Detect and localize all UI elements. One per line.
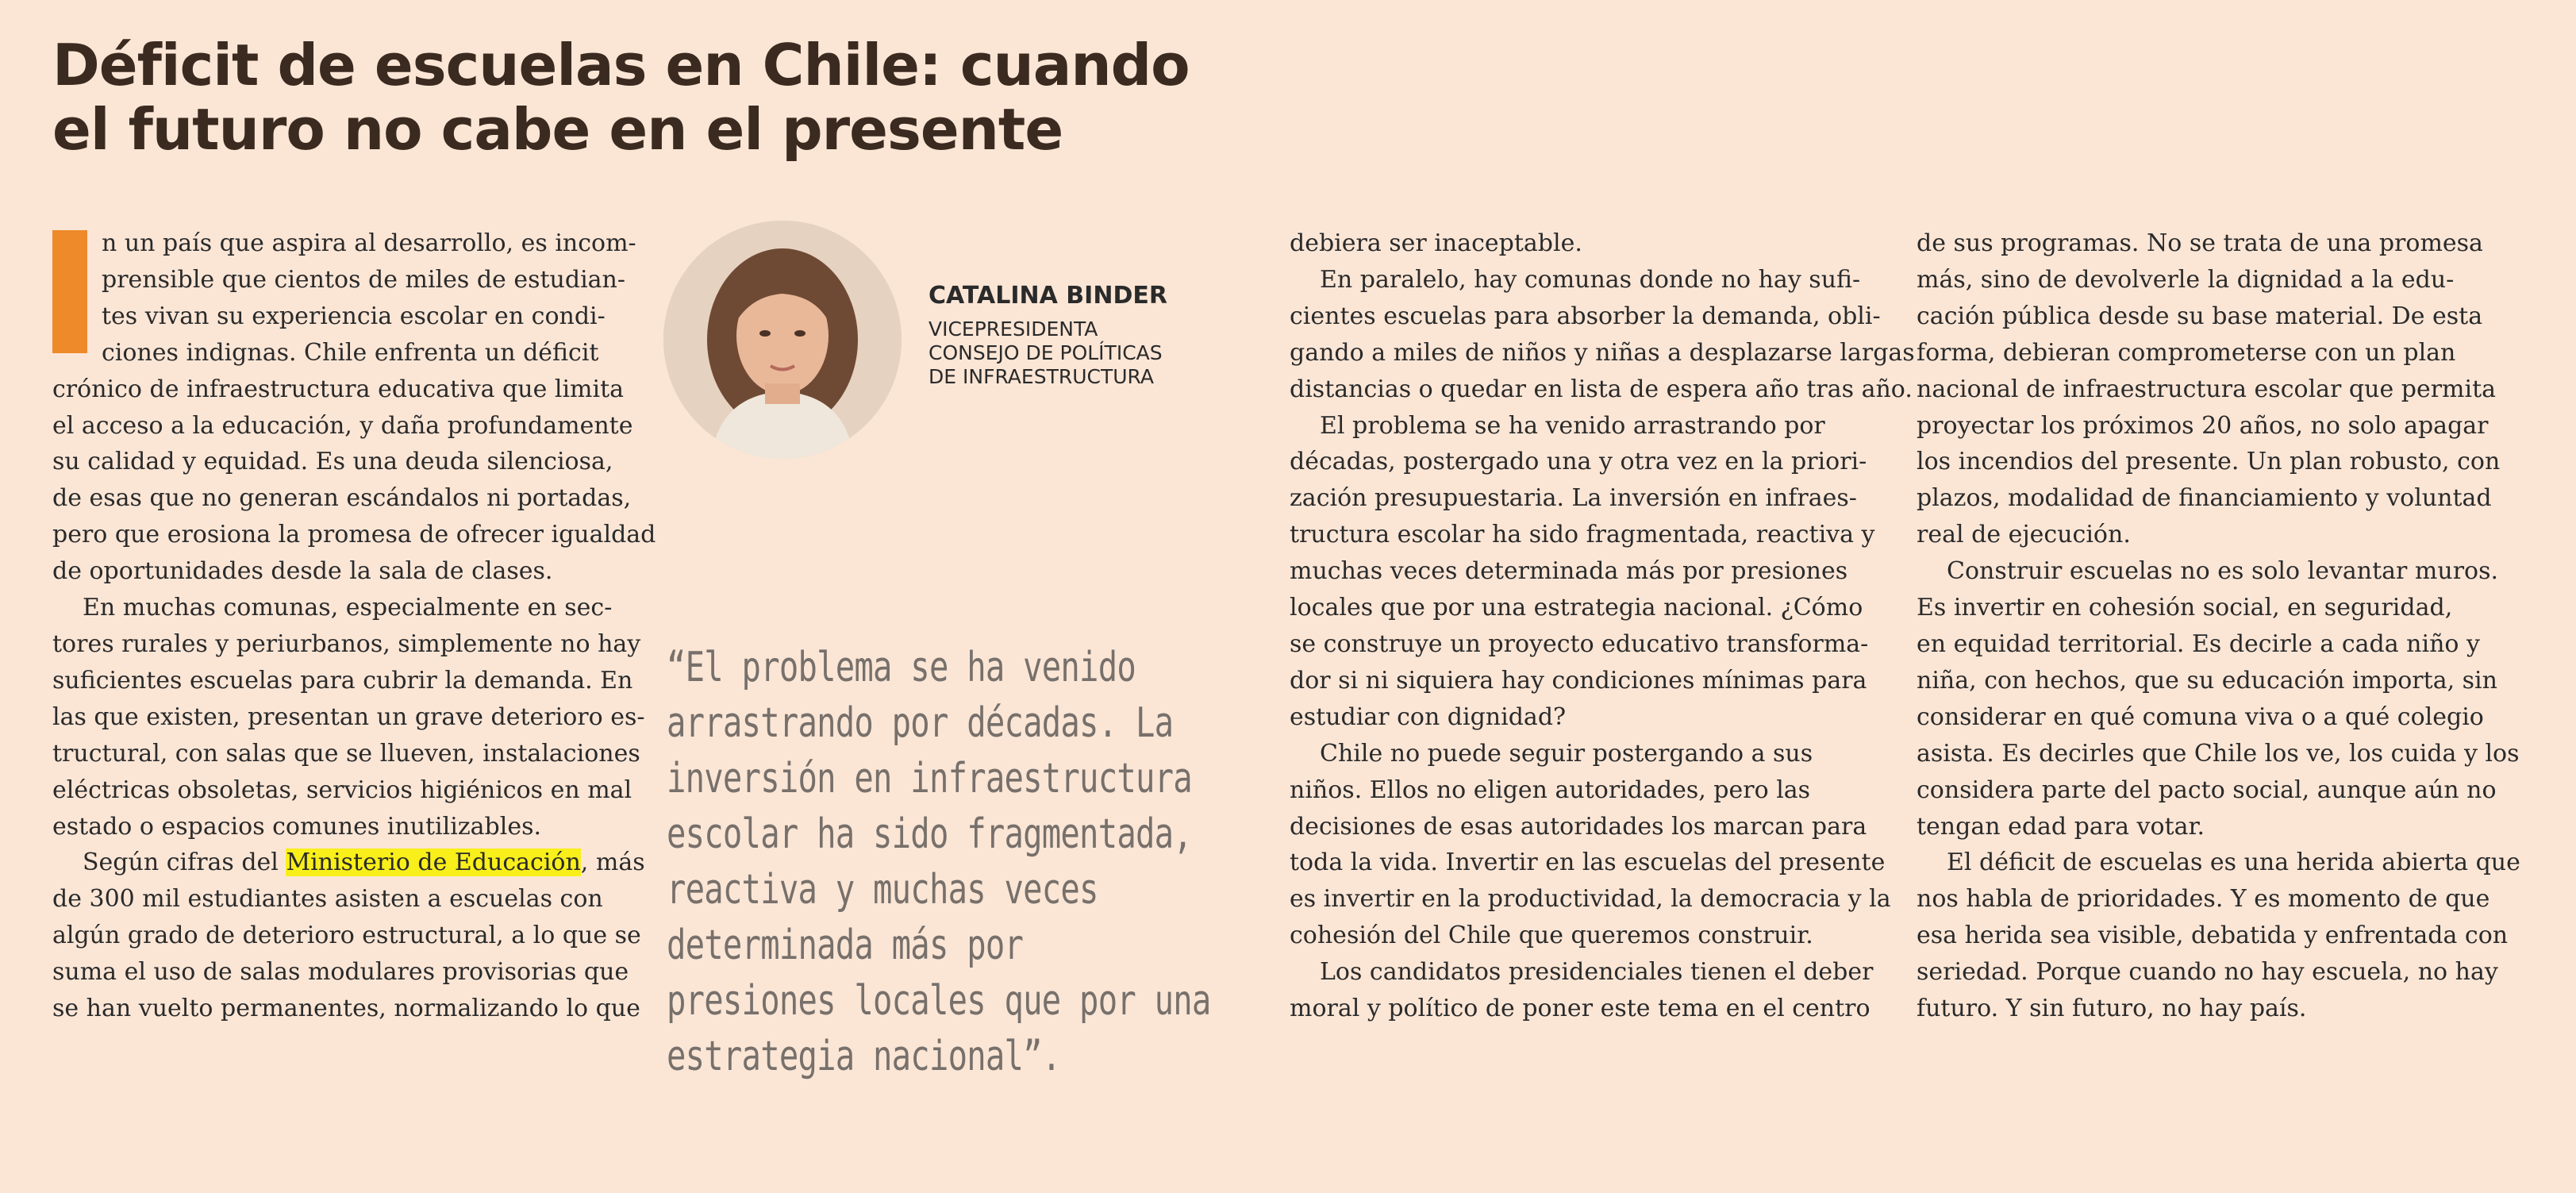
quote-line: arrastrando por décadas. La — [667, 699, 1174, 747]
author-role-line: CONSEJO DE POLÍTICAS — [929, 341, 1163, 364]
text-line: locales que por una estrategia nacional. ¿Cómo — [1290, 594, 1863, 622]
text-line: más, sino de devolverle la dignidad a la edu- — [1917, 265, 2455, 294]
headline-line: Déficit de escuelas en Chile: cuando — [52, 32, 1190, 98]
text-line: de sus programas. No se trata de una promesa — [1917, 229, 2483, 257]
text-line: eléctricas obsoletas, servicios higiénicos en mal — [52, 775, 632, 804]
paragraph — [1917, 225, 2543, 553]
text-line: algún grado de deterioro estructural, a lo que se — [52, 922, 641, 950]
column-4 — [1917, 225, 2543, 1027]
portrait-illustration — [663, 221, 902, 459]
text-line: El problema se ha venido arrastrando por — [1320, 411, 1825, 440]
text-line: El déficit de escuelas es una herida abierta que — [1947, 849, 2520, 877]
text-line: plazos, modalidad de financiamiento y voluntad — [1917, 484, 2492, 513]
quote-line: escolar ha sido fragmentada, — [667, 810, 1192, 858]
text-line: estudiar con dignidad? — [1290, 702, 1567, 731]
text-line: cohesión del Chile que queremos construir. — [1290, 922, 1813, 950]
text-line: se construye un proyecto educativo transforma- — [1290, 629, 1869, 658]
text-line: considerar en qué comuna viva o a qué colegio — [1917, 702, 2484, 731]
text-line: En muchas comunas, especialmente en sec- — [83, 594, 613, 622]
author-role-line: DE INFRAESTRUCTURA — [929, 365, 1154, 388]
paragraph — [1290, 954, 1873, 1027]
text-run: Según cifras del — [83, 849, 286, 877]
text-line: el acceso a la educación, y daña profundamente — [52, 411, 633, 440]
author-role — [929, 317, 1163, 389]
text-line: niños. Ellos no eligen autoridades, pero las — [1290, 775, 1811, 804]
text-line: asista. Es decirles que Chile los ve, los cuida y los — [1917, 739, 2520, 768]
quote-line: presiones locales que por una — [667, 977, 1211, 1025]
text-line: se han vuelto permanentes, normalizando lo que — [52, 995, 640, 1023]
paragraph — [1290, 262, 1915, 408]
text-line: su calidad y equidad. Es una deuda silenciosa, — [52, 448, 613, 476]
text-line: estado o espacios comunes inutilizables. — [52, 812, 542, 841]
paragraph — [1290, 736, 1891, 954]
text-line: real de ejecución. — [1917, 521, 2131, 549]
quote-line: reactiva y muchas veces — [667, 866, 1098, 914]
text-line: décadas, postergado una y otra vez en la priori- — [1290, 448, 1867, 476]
author-role-line: VICEPRESIDENTA — [929, 317, 1098, 341]
column-3 — [1290, 225, 1915, 1027]
text-line: nacional de infraestructura escolar que permita — [1917, 375, 2497, 403]
headline — [52, 33, 1243, 162]
quote-line: inversión en infraestructura — [667, 755, 1192, 802]
text-line: gando a miles de niños y niñas a desplazarse largas — [1290, 338, 1915, 367]
text-line: los incendios del presente. Un plan robusto, con — [1917, 448, 2501, 476]
text-line: toda la vida. Invertir en las escuelas del presente — [1290, 849, 1886, 877]
text-line: prensible que cientos de miles de estudian- — [102, 265, 626, 294]
text-line: Los candidatos presidenciales tienen el deber — [1320, 958, 1874, 987]
text-line: nos habla de prioridades. Y es momento de que — [1917, 885, 2490, 914]
text-line: tengan edad para votar. — [1917, 812, 2205, 841]
text-line: Construir escuelas no es solo levantar muros. — [1947, 557, 2499, 586]
paragraph — [52, 590, 645, 845]
paragraph — [1917, 845, 2543, 1027]
text-line: considera parte del pacto social, aunque aún no — [1917, 775, 2497, 804]
text-line: forma, debieran comprometerse con un plan — [1917, 338, 2456, 367]
text-line: Chile no puede seguir postergando a sus — [1320, 739, 1813, 768]
text-line: decisiones de esas autoridades los marcan para — [1290, 812, 1867, 841]
text-line: es invertir en la productividad, la democracia y la — [1290, 885, 1891, 914]
text-line: distancias o quedar en lista de espera año tras año. — [1290, 375, 1913, 403]
text-line: cientes escuelas para absorber la demanda, obli- — [1290, 302, 1881, 330]
pull-quote — [667, 640, 1211, 1084]
text-line: suficientes escuelas para cubrir la demanda. En — [52, 666, 633, 695]
paragraph — [1290, 225, 1873, 262]
paragraph — [52, 225, 656, 590]
quote-line: estrategia nacional”. — [667, 1033, 1061, 1080]
text-line: debiera ser inaceptable. — [1290, 229, 1582, 257]
text-line: de esas que no generan escándalos ni portadas, — [52, 484, 632, 513]
text-line — [52, 845, 645, 881]
text-line: tructura escolar ha sido fragmentada, reactiva y — [1290, 521, 1875, 549]
text-run: , más — [580, 849, 645, 877]
paragraph — [1917, 553, 2543, 845]
text-line: futuro. Y sin futuro, no hay país. — [1917, 995, 2307, 1023]
text-line: niña, con hechos, que su educación importa, sin — [1917, 666, 2497, 695]
text-line: seriedad. Porque cuando no hay escuela, no hay — [1917, 958, 2498, 987]
text-line: pero que erosiona la promesa de ofrecer igualdad — [52, 521, 656, 549]
text-line: ciones indignas. Chile enfrenta un déficit — [102, 338, 599, 367]
text-line: suma el uso de salas modulares provisorias que — [52, 958, 629, 987]
text-line: tructural, con salas que se llueven, instalaciones — [52, 739, 640, 768]
text-line: las que existen, presentan un grave deterioro es- — [52, 702, 645, 731]
author-portrait — [663, 221, 902, 459]
text-line: de oportunidades desde la sala de clases. — [52, 557, 553, 586]
paragraph — [1290, 408, 1873, 736]
text-line: dor si ni siquiera hay condiciones mínimas para — [1290, 666, 1867, 695]
text-line: tores rurales y periurbanos, simplemente no hay — [52, 629, 641, 658]
headline-line: el futuro no cabe en el presente — [52, 96, 1063, 163]
quote-line: determinada más por — [667, 922, 1024, 969]
column-1 — [52, 225, 656, 1027]
text-line: cación pública desde su base material. De esta — [1917, 302, 2483, 330]
paragraph — [52, 845, 645, 1027]
text-line: n un país que aspira al desarrollo, es incom- — [102, 229, 636, 257]
author-name: CATALINA BINDER — [929, 282, 1167, 310]
text-line: En paralelo, hay comunas donde no hay sufi- — [1320, 265, 1861, 294]
quote-line: “El problema se ha venido — [667, 644, 1136, 691]
text-line: moral y político de poner este tema en el centro — [1290, 995, 1870, 1023]
highlighted-link-ministerio[interactable]: Ministerio de Educación — [286, 849, 581, 877]
text-line: zación presupuestaria. La inversión en infraes- — [1290, 484, 1857, 513]
text-line: muchas veces determinada más por presiones — [1290, 557, 1848, 586]
text-line: proyectar los próximos 20 años, no solo apagar — [1917, 411, 2489, 440]
text-line: en equidad territorial. Es decirle a cada niño y — [1917, 629, 2480, 658]
text-line: tes vivan su experiencia escolar en condi- — [102, 302, 606, 330]
text-line: esa herida sea visible, debatida y enfrentada con — [1917, 922, 2509, 950]
text-line: crónico de infraestructura educativa que limita — [52, 375, 625, 403]
text-line: Es invertir en cohesión social, en seguridad, — [1917, 594, 2453, 622]
text-line: de 300 mil estudiantes asisten a escuelas con — [52, 885, 603, 914]
